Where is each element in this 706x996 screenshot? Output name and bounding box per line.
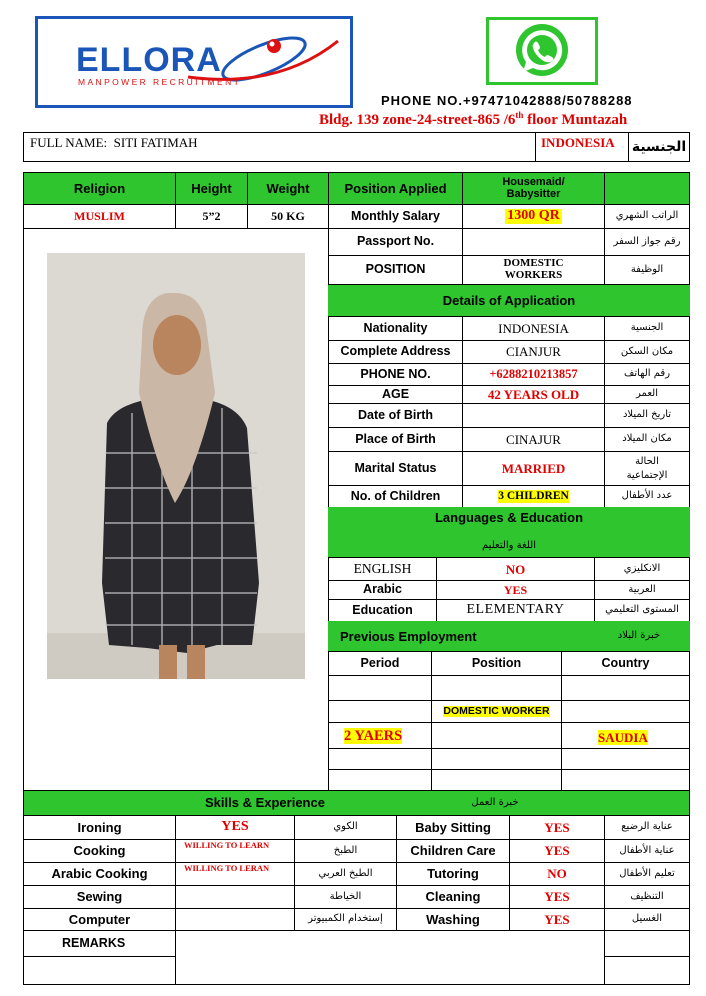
- salary-value: 1300 QR: [507, 208, 560, 224]
- header-position-applied: Position Applied: [344, 180, 447, 196]
- lang-label-education: Education: [352, 602, 413, 617]
- lang-ar-arabic: العربية: [628, 583, 656, 595]
- skill-label-tutoring: Tutoring: [427, 866, 479, 882]
- skill-label-children-care: Children Care: [410, 843, 496, 859]
- employment-title-ar: خبرة البلاد: [617, 630, 661, 641]
- skills-title-bar: [23, 790, 690, 816]
- employment-position-value: DOMESTIC WORKER: [443, 704, 550, 717]
- skill-label-ironing: Ironing: [77, 819, 122, 835]
- employment-header-position: Position: [471, 656, 522, 671]
- detail-ar-nationality: الجنسية: [630, 322, 664, 334]
- skill-value-sewing: [176, 886, 294, 908]
- detail-ar-phone: رقم الهاتف: [623, 368, 671, 380]
- skill-label-cleaning: Cleaning: [425, 889, 481, 905]
- whatsapp-logo: [486, 17, 598, 85]
- employment-header-period: Period: [360, 656, 400, 671]
- detail-ar-dob: تاريخ الميلاد: [622, 409, 672, 421]
- detail-ar-age: العمر: [636, 388, 658, 400]
- skill-value-children-care: YES: [544, 843, 570, 859]
- detail-label-address: Complete Address: [340, 344, 451, 359]
- lang-ar-english: الانكليزي: [623, 563, 661, 575]
- lang-value-education: ELEMENTARY: [466, 602, 565, 618]
- employment-country-value: SAUDIA: [598, 730, 648, 745]
- skill-value-cooking: WILLING TO LEARN: [184, 840, 270, 850]
- weight-value: 50 KG: [271, 209, 305, 224]
- details-title: Details of Application: [442, 292, 576, 308]
- address-prefix: Bldg. 139 zone-24-street-865 /6: [319, 112, 516, 128]
- detail-value-age: 42 YEARS OLD: [487, 386, 580, 402]
- lang-label-english: ENGLISH: [353, 561, 412, 577]
- skill-value-computer: [176, 909, 294, 930]
- skills-title: Skills & Experience: [205, 795, 325, 810]
- header-religion: Religion: [73, 180, 126, 196]
- detail-value-dob: [463, 404, 604, 427]
- person-silhouette: [47, 253, 305, 679]
- skill-label-washing: Washing: [426, 911, 480, 927]
- detail-ar-marital: الحالة الإجتماعية: [626, 455, 668, 481]
- detail-label-marital: Marital Status: [354, 460, 437, 475]
- skill-ar-baby-sitting: عناية الرضيع: [621, 821, 673, 833]
- skill-label-cooking: Cooking: [73, 843, 126, 859]
- passport-label: Passport No.: [356, 234, 435, 249]
- detail-ar-address: مكان السكن: [620, 345, 674, 357]
- detail-value-pob: CINAJUR: [506, 431, 561, 447]
- religion-value: MUSLIM: [74, 209, 125, 224]
- skill-label-computer: Computer: [68, 911, 131, 927]
- detail-ar-children: عدد الأطفال: [621, 490, 673, 502]
- detail-label-children: No. of Children: [350, 488, 441, 503]
- position-value: DOMESTIC WORKERS: [503, 257, 564, 281]
- address-sup: th: [515, 110, 524, 120]
- detail-label-dob: Date of Birth: [358, 407, 433, 422]
- position-ar: الوظيفة: [630, 263, 664, 275]
- detail-label-pob: Place of Birth: [355, 431, 436, 446]
- skill-label-baby-sitting: Baby Sitting: [415, 819, 491, 835]
- company-address: [319, 110, 627, 129]
- detail-ar-pob: مكان الميلاد: [622, 433, 672, 445]
- detail-value-phone: +6288210213857: [489, 366, 578, 381]
- lang-ar-education: المستوى التعليمي: [605, 604, 679, 616]
- skill-value-cleaning: YES: [544, 889, 570, 905]
- skill-label-arabic-cooking: Arabic Cooking: [51, 866, 148, 882]
- whatsapp-icon: [489, 20, 595, 82]
- detail-label-age: AGE: [381, 386, 410, 401]
- skill-ar-washing: الغسيل: [631, 913, 663, 925]
- employment-period-value: 2 YAERS: [344, 728, 403, 744]
- skill-ar-tutoring: تعليم الأطفال: [619, 867, 675, 879]
- detail-value-children: 3 CHILDREN: [498, 490, 569, 503]
- detail-value-nationality: INDONESIA: [498, 320, 569, 336]
- address-suffix: floor Muntazah: [523, 112, 628, 128]
- languages-title: Languages & Education: [434, 510, 584, 526]
- passport-ar: رقم جواز السفر: [613, 235, 681, 247]
- lang-value-english: NO: [505, 561, 526, 577]
- salary-label: Monthly Salary: [351, 208, 440, 223]
- lang-label-arabic: Arabic: [363, 582, 402, 597]
- employment-header-country: Country: [601, 656, 650, 671]
- detail-value-marital: MARRIED: [501, 460, 566, 476]
- detail-label-nationality: Nationality: [363, 320, 428, 335]
- skill-ar-cleaning: التنظيف: [630, 890, 664, 902]
- remarks-label: REMARKS: [62, 936, 126, 950]
- skill-ar-cooking: الطبخ: [333, 844, 358, 856]
- passport-value: [463, 229, 604, 255]
- header-weight: Weight: [266, 180, 310, 196]
- skill-ar-ironing: الكوي: [333, 821, 358, 833]
- skill-ar-children-care: عناية الأطفال: [619, 844, 675, 856]
- skill-value-baby-sitting: YES: [544, 819, 570, 835]
- full-name-label: FULL NAME: SITI FATIMAH: [30, 135, 198, 150]
- detail-value-address: CIANJUR: [506, 344, 561, 360]
- logo-text: ELLORA: [76, 41, 222, 79]
- employment-title: Previous Employment: [340, 629, 477, 644]
- skill-ar-computer: إستخدام الكمبيوتر: [308, 913, 383, 925]
- company-phone: PHONE NO.+97471042888/50788288: [381, 93, 633, 108]
- skill-value-ironing: YES: [221, 819, 249, 835]
- lang-value-arabic: YES: [503, 582, 528, 597]
- skill-label-sewing: Sewing: [76, 889, 123, 905]
- logo-subtitle: MANPOWER RECRUITMENT: [78, 77, 242, 87]
- header-height: Height: [191, 180, 232, 196]
- skill-ar-sewing: الخياطة: [329, 890, 362, 902]
- nationality-header-value: INDONESIA: [541, 135, 615, 150]
- skill-value-tutoring: NO: [547, 866, 567, 882]
- skill-value-arabic-cooking: WILLING TO LERAN: [184, 863, 270, 873]
- skill-value-washing: YES: [544, 911, 570, 927]
- nationality-header-ar: الجنسية: [631, 138, 687, 155]
- height-value: 5”2: [202, 209, 221, 224]
- skill-ar-arabic-cooking: الطبخ العربي: [318, 867, 373, 879]
- company-logo: [35, 16, 353, 108]
- skills-title-ar: خبرة العمل: [471, 797, 519, 808]
- salary-ar: الراتب الشهري: [615, 210, 679, 222]
- languages-title-ar: اللغة والتعليم: [482, 539, 536, 551]
- detail-label-phone: PHONE NO.: [360, 366, 431, 381]
- position-label: POSITION: [365, 262, 426, 277]
- candidate-photo: [47, 253, 305, 679]
- header-position-value: Housemaid/ Babysitter: [502, 175, 565, 200]
